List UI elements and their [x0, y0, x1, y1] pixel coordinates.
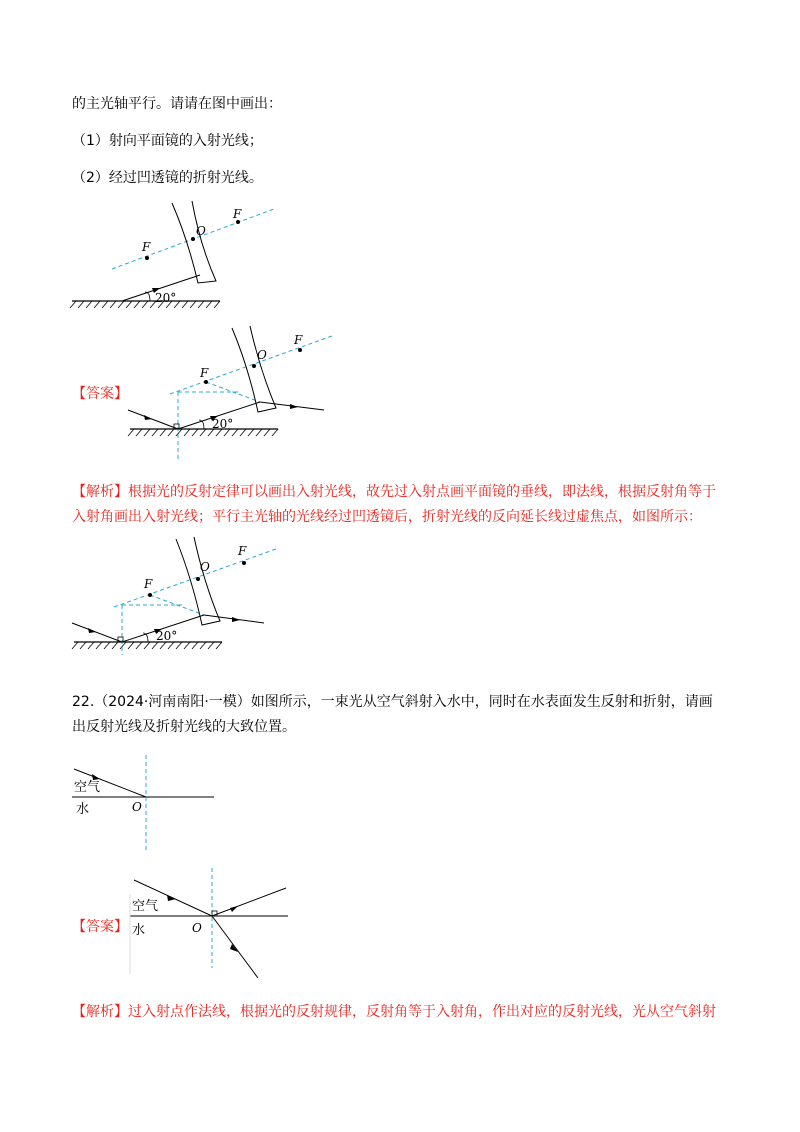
water-label: 水: [132, 923, 146, 938]
q21-item1: （1）射向平面镜的入射光线；: [72, 133, 263, 149]
analysis-text: 根据光的反射定律可以画出入射光线，故先过入射点画平面镜的垂线，即法线，根据反射角等于: [128, 484, 716, 500]
focus-label-right: F: [238, 544, 247, 558]
focus-label-right: F: [294, 333, 303, 347]
focus-label-left: F: [144, 577, 153, 591]
q21-analysis-line2: 入射角画出入射光线；平行主光轴的光线经过凹透镜后，折射光线的反向延长线过虚焦点，如图所示：: [72, 509, 702, 525]
analysis-label: 【解析】: [72, 484, 128, 500]
angle-label: 20°: [155, 291, 177, 305]
angle-label: 20°: [156, 629, 178, 643]
center-label: O: [257, 348, 267, 362]
point-o-label: O: [192, 921, 202, 935]
air-label: 空气: [74, 780, 101, 795]
q22-question-figure: [70, 755, 230, 855]
focus-label-right: F: [233, 207, 242, 221]
angle-label: 20°: [212, 417, 234, 431]
q22-analysis-line1: [72, 1002, 716, 1022]
focus-label-left: F: [142, 240, 151, 254]
center-label: O: [200, 560, 210, 574]
q21-analysis-figure: [64, 535, 284, 655]
point-o-label: O: [132, 800, 142, 814]
answer-label-1: 【答案】: [72, 386, 128, 402]
q22-text: 如图所示，一束光从空气斜射入水中，同时在水表面发生反射和折射，请画: [250, 694, 713, 710]
air-label: 空气: [132, 899, 159, 914]
q22-source: （2024·河南南阳·一模）: [94, 694, 251, 710]
water-label: 水: [76, 802, 90, 817]
q21-item2: （2）经过凹透镜的折射光线。: [72, 170, 263, 186]
q21-line1: 的主光轴平行。请请在图中画出：: [72, 96, 282, 112]
focus-label-left: F: [200, 366, 209, 380]
q22-number: 22.: [72, 694, 95, 710]
answer-label-2: 【答案】: [72, 919, 128, 935]
q21-question-figure: [60, 195, 300, 315]
q21-answer-figure: [120, 322, 340, 462]
analysis-text: 过入射点作法线，根据光的反射规律，反射角等于入射角，作出对应的反射光线，光从空气斜射: [128, 1004, 716, 1020]
q21-analysis-line1: [72, 482, 716, 502]
q22-line2: 出反射光线及折射光线的大致位置。: [72, 719, 296, 735]
center-label: O: [196, 224, 206, 238]
analysis-label: 【解析】: [72, 1004, 128, 1020]
q22-line1: [72, 692, 713, 712]
q22-answer-figure: [128, 868, 298, 988]
